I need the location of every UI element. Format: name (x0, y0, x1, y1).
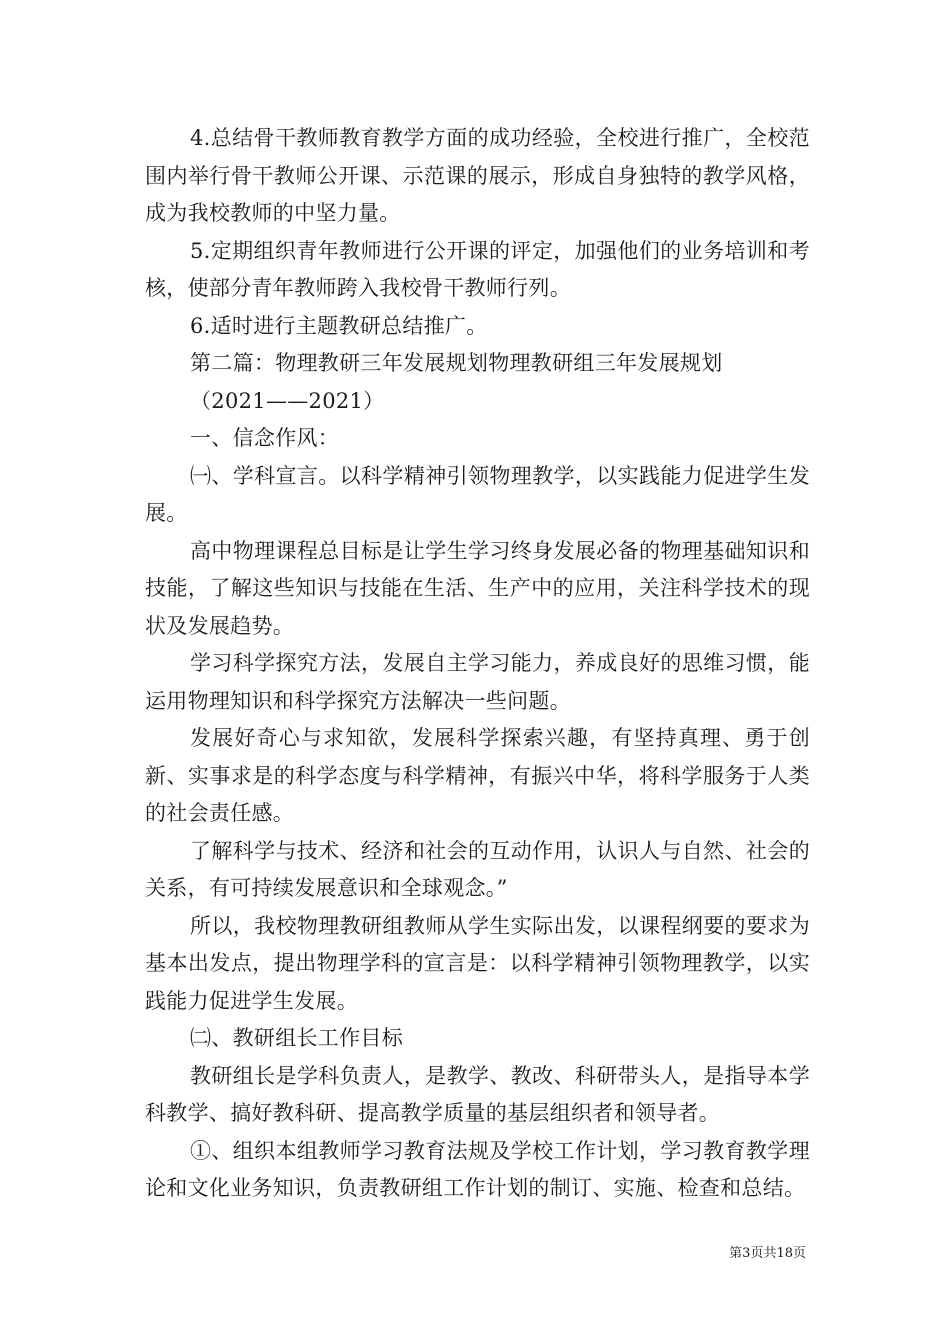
paragraph-course-goal: 高中物理课程总目标是让学生学习终身发展必备的物理基础知识和技能，了解这些知识与技能在生活、生产中的应用，关注科学技术的现状及发展趋势。 (145, 538, 810, 638)
paragraph-science-society: 了解科学与技术、经济和社会的互动作用，认识人与自然、社会的关系，有可持续发展意识和全球观念。” (145, 838, 810, 900)
paragraph-group-leader-duty-1: ①、组织本组教师学习教育法规及学校工作计划，学习教育教学理论和文化业务知识，负责教研组工作计划的制订、实施、检查和总结。 (145, 1138, 810, 1200)
paragraph-6-promotion: 6.适时进行主题教研总结推广。 (190, 313, 488, 338)
paragraph-declaration-summary: 所以，我校物理教研组教师从学生实际出发，以课程纲要的要求为基本出发点，提出物理学科的宣言是：以科学精神引领物理教学，以实践能力促进学生发展。 (145, 913, 810, 1013)
paragraph-5-young-teachers: 5.定期组织青年教师进行公开课的评定，加强他们的业务培训和考核，使部分青年教师跨入我校骨干教师行列。 (145, 238, 810, 300)
page-number-footer: 第3页共18页 (729, 1246, 806, 1261)
subheading-group-leader-goals: ㈡、教研组长工作目标 (190, 1026, 403, 1050)
paragraph-4-summary: 4.总结骨干教师教育教学方面的成功经验，全校进行推广，全校范围内举行骨干教师公开课、示范课的展示，形成自身独特的教学风格，成为我校教师的中坚力量。 (145, 126, 810, 225)
paragraph-group-leader-role: 教研组长是学科负责人，是教学、教改、科研带头人，是指导本学科教学、搞好教科研、提高教学质量的基层组织者和领导者。 (145, 1063, 810, 1125)
heading-beliefs: 一、信念作风： (190, 426, 340, 450)
section-title-part-two: 第二篇：物理教研三年发展规划物理教研组三年发展规划 (190, 351, 723, 375)
document-body (145, 120, 810, 1208)
subheading-subject-declaration: ㈠、学科宣言。以科学精神引领物理教学，以实践能力促进学生发展。 (145, 463, 810, 525)
section-title-years: （2021——2021） (190, 388, 385, 413)
paragraph-scientific-inquiry: 学习科学探究方法，发展自主学习能力，养成良好的思维习惯，能运用物理知识和科学探究方法解决一些问题。 (145, 651, 810, 713)
paragraph-curiosity: 发展好奇心与求知欲，发展科学探索兴趣，有坚持真理、勇于创新、实事求是的科学态度与科学精神，有振兴中华，将科学服务于人类的社会责任感。 (145, 726, 810, 825)
